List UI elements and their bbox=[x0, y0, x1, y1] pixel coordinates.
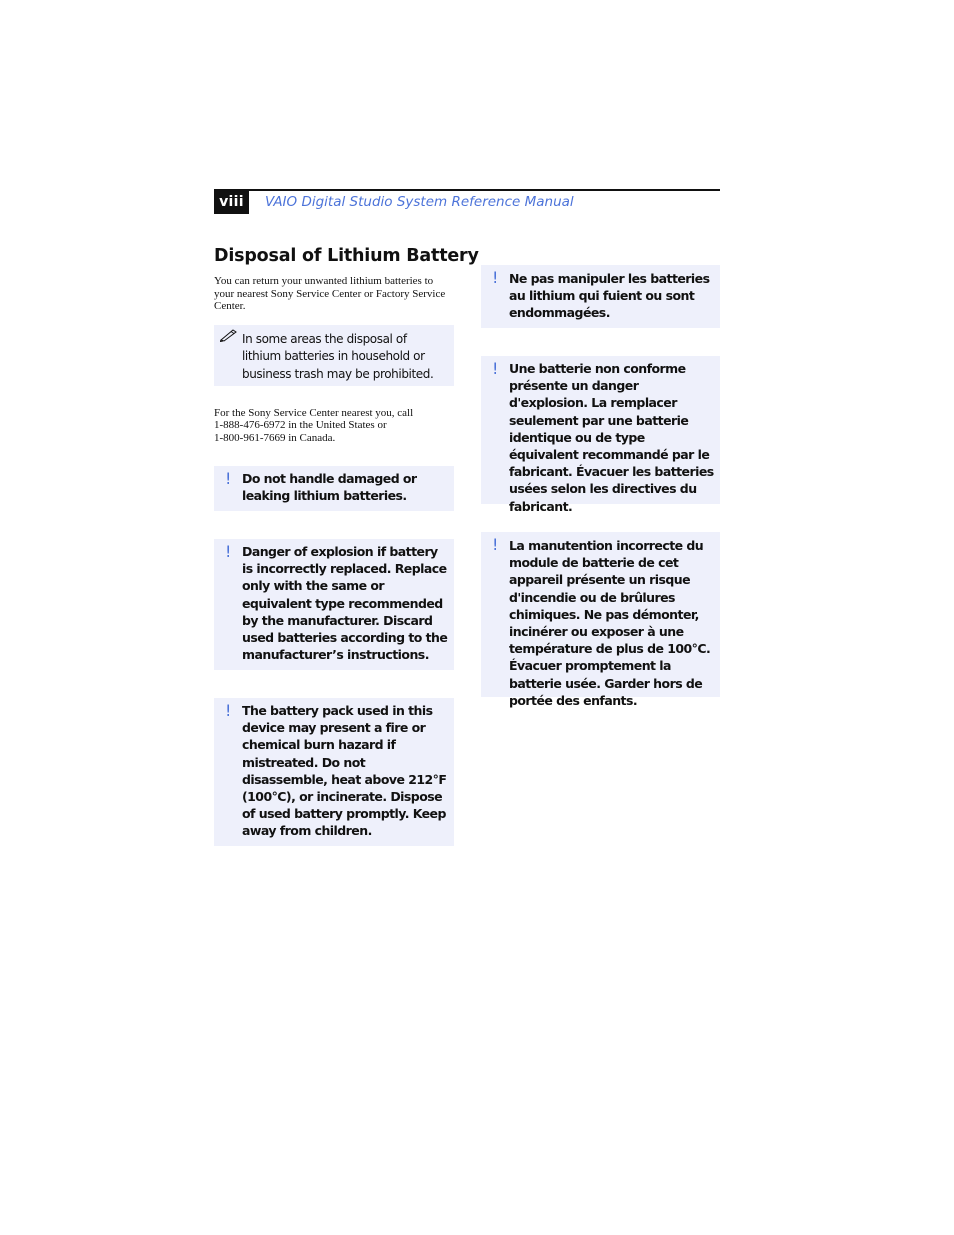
caution-box-fr bbox=[481, 356, 720, 514]
caution-text: Danger of explosion if battery is incorrectly replaced. Replace only with the same or equivalent type recommended by the manufacturer. Discard used batteries according to the manufacturer’s instructions. bbox=[242, 544, 448, 663]
exclamation-icon: ! bbox=[225, 542, 232, 561]
caution-box-fr bbox=[481, 532, 720, 708]
contact-line: 1-800-961-7669 in Canada. bbox=[214, 431, 336, 444]
caution-text-fr: Une batterie non conforme présente un danger d'explosion. La remplacer seulement par une batterie identique ou de type équivalent recommandé par le fabricant. Évacuer les batteries usées selon les directives du fabricant. bbox=[509, 361, 714, 514]
caution-text: The battery pack used in this device may present a fire or chemical burn hazard if mistreated. Do not disassemble, heat above 212°F (100°C), or incinerate. Dispose of used battery promptly. Keep away from children. bbox=[242, 703, 447, 839]
caution-text-fr: La manutention incorrecte du module de batterie de cet appareil présente un risque d'incendie ou de brûlures chimiques. Ne pas démonter, incinérer ou exposer à une température de plus de 100°C. Évacuer promptement la batterie usée. Garder hors de portée des enfants. bbox=[509, 538, 711, 708]
left-column bbox=[214, 244, 479, 846]
header-rule bbox=[214, 189, 720, 191]
exclamation-icon: ! bbox=[492, 359, 499, 378]
contact-paragraph bbox=[214, 407, 454, 445]
exclamation-icon: ! bbox=[492, 535, 499, 554]
exclamation-icon: ! bbox=[225, 701, 232, 720]
contact-line: 1-888-476-6972 in the United States or bbox=[214, 419, 387, 431]
caution-box-fr bbox=[481, 265, 720, 328]
note-box bbox=[214, 325, 454, 386]
exclamation-icon: ! bbox=[492, 268, 499, 287]
exclamation-icon: ! bbox=[225, 469, 232, 488]
caution-box bbox=[214, 698, 454, 846]
right-column bbox=[481, 265, 720, 708]
caution-box bbox=[214, 466, 454, 511]
caution-text-fr: Ne pas manipuler les batteries au lithium qui fuient ou sont endommagées. bbox=[509, 271, 710, 321]
running-header bbox=[214, 189, 720, 215]
note-text: In some areas the disposal of lithium batteries in household or business trash may be prohibited. bbox=[242, 331, 434, 381]
pencil-note-icon bbox=[220, 328, 238, 346]
contact-line: For the Sony Service Center nearest you, call bbox=[214, 406, 414, 419]
page-number: viii bbox=[214, 191, 249, 214]
caution-text: Do not handle damaged or leaking lithium batteries. bbox=[242, 471, 417, 504]
caution-box bbox=[214, 539, 454, 670]
running-title: VAIO Digital Studio System Reference Manual bbox=[265, 194, 574, 210]
intro-paragraph: You can return your unwanted lithium batteries to your nearest Sony Service Center or Factory Service Center. bbox=[214, 275, 446, 312]
section-title: Disposal of Lithium Battery bbox=[214, 246, 479, 266]
